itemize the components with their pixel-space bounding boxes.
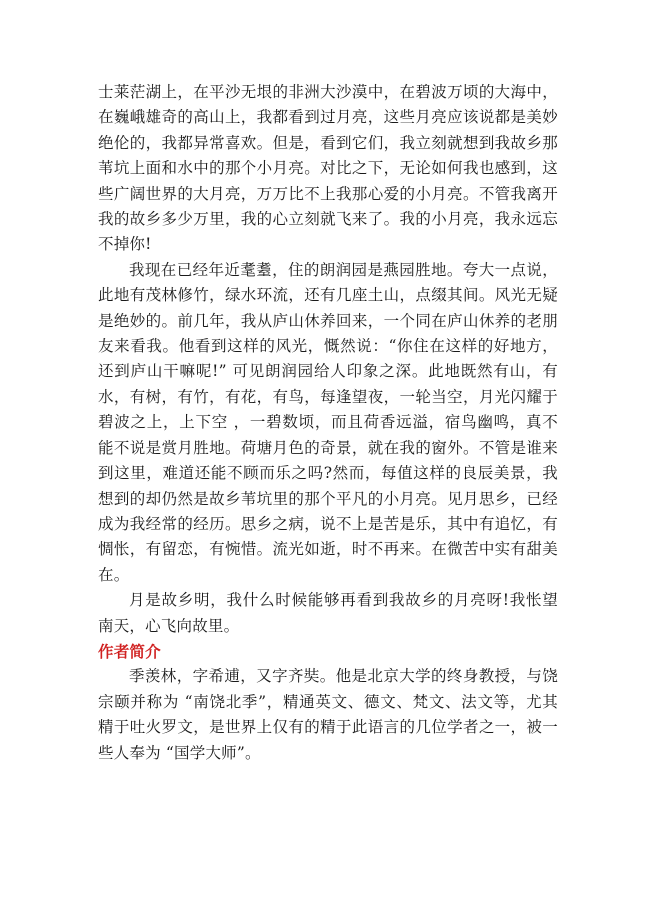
document-body: [98, 80, 558, 766]
author-bio: 季羡林，字希逋，又字齐奘。他是北京大学的终身教授，与饶宗颐并称为 “南饶北季”，精通英文、德文、梵文、法文等，尤其精于吐火罗文，是世界上仅有的精于此语言的几位学者之一，被一些人奉为 “国学大师”。: [98, 667, 558, 762]
paragraph-langrunyuan: 我现在已经年近耄耋，住的朗润园是燕园胜地。夸大一点说，此地有茂林修竹，绿水环流，还有几座土山，点缀其间。风光无疑是绝妙的。前几年，我从庐山休养回来，一个同在庐山休养的老朋友来看我。他看到这样的风光，慨然说：“你住在这样的好地方，还到庐山干嘛呢!” 可见朗润园给人印象之深。此地既然有山，有水，有树，有竹，有花，有鸟，每逢望夜，一轮当空，月光闪耀于碧波之上，上下空 ，一碧数顷，而且荷香远溢，宿鸟幽鸣，真不能不说是赏月胜地。荷塘月色的奇景，就在我的窗外。不管是谁来到这里，难道还能不顾而乐之吗?然而，每值这样的良辰美景，我想到的却仍然是故乡苇坑里的那个平凡的小月亮。见月思乡，已经成为我经常的经历。思乡之病，说不上是苦是乐，其中有追忆，有惆怅，有留恋，有惋惜。流光如逝，时不再来。在微苦中实有甜美在。: [98, 260, 558, 584]
paragraph-moon-abroad: 士莱茫湖上，在平沙无垠的非洲大沙漠中，在碧波万顷的大海中，在巍峨雄奇的高山上，我都看到过月亮，这些月亮应该说都是美妙绝伦的，我都异常喜欢。但是，看到它们，我立刻就想到我故乡那苇坑上面和水中的那个小月亮。对比之下，无论如何我也感到，这些广阔世界的大月亮，万万比不上我那心爱的小月亮。不管我离开我的故乡多少万里，我的心立刻就飞来了。我的小月亮，我永远忘不掉你!: [98, 83, 558, 254]
author-heading: 作者简介: [98, 641, 161, 661]
paragraph-hometown-moon: 月是故乡明，我什么时候能够再看到我故乡的月亮呀!我怅望南天，心飞向故里。: [98, 591, 558, 635]
